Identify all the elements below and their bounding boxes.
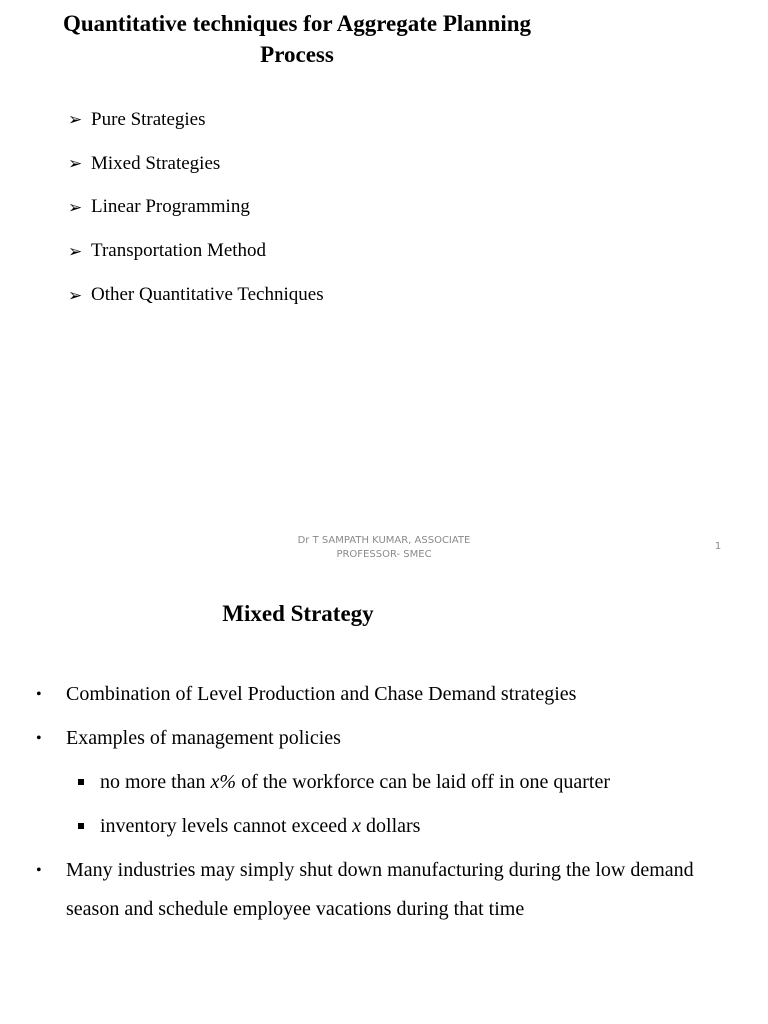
slide-number: 1 — [714, 541, 722, 552]
technique-list — [68, 98, 324, 317]
list-item-label: Pure Strategies — [91, 108, 206, 130]
list-item — [68, 98, 324, 142]
bullet-dot-icon: • — [36, 686, 42, 703]
bullet-item — [36, 719, 696, 758]
slide-1-title: Quantitative techniques for Aggregate Planning Process — [62, 11, 532, 67]
slide-2-title: Mixed Strategy — [222, 601, 374, 626]
square-bullet-icon — [78, 823, 84, 829]
list-item-label: Linear Programming — [91, 196, 250, 218]
list-item-label: Other Quantitative Techniques — [91, 284, 324, 306]
bullet-text: Many industries may simply shut down manufacturing during the low demand season and schedule employee vacations during that time — [66, 859, 694, 920]
bullet-item — [36, 675, 696, 714]
sub-bullet-text: inventory levels cannot exceed x dollars — [100, 815, 421, 837]
list-item — [68, 273, 324, 317]
bullet-text: Combination of Level Production and Chase Demand strategies — [66, 683, 577, 705]
arrow-right-icon: ➢ — [68, 197, 83, 217]
bullet-dot-icon: • — [36, 730, 42, 747]
list-item-label: Transportation Method — [91, 240, 267, 262]
square-bullet-icon — [78, 779, 84, 785]
arrow-right-icon: ➢ — [68, 154, 83, 174]
list-item — [68, 229, 324, 273]
sub-bullet-item — [36, 807, 696, 846]
bullet-dot-icon: • — [36, 862, 42, 879]
list-item — [68, 142, 324, 186]
bullet-text: Examples of management policies — [66, 727, 341, 749]
arrow-right-icon: ➢ — [68, 110, 83, 130]
slide-footer-author: Dr T SAMPATH KUMAR, ASSOCIATE PROFESSOR- SMEC — [297, 535, 471, 560]
list-item-label: Mixed Strategies — [91, 152, 221, 174]
sub-bullet-item — [36, 763, 696, 802]
list-item — [68, 186, 324, 230]
mixed-strategy-bullets — [36, 675, 696, 934]
arrow-right-icon: ➢ — [68, 285, 83, 305]
slide-2 — [0, 576, 768, 1024]
sub-bullet-text: no more than x% of the workforce can be laid off in one quarter — [100, 771, 611, 793]
arrow-right-icon: ➢ — [68, 241, 83, 261]
bullet-item — [36, 851, 696, 929]
